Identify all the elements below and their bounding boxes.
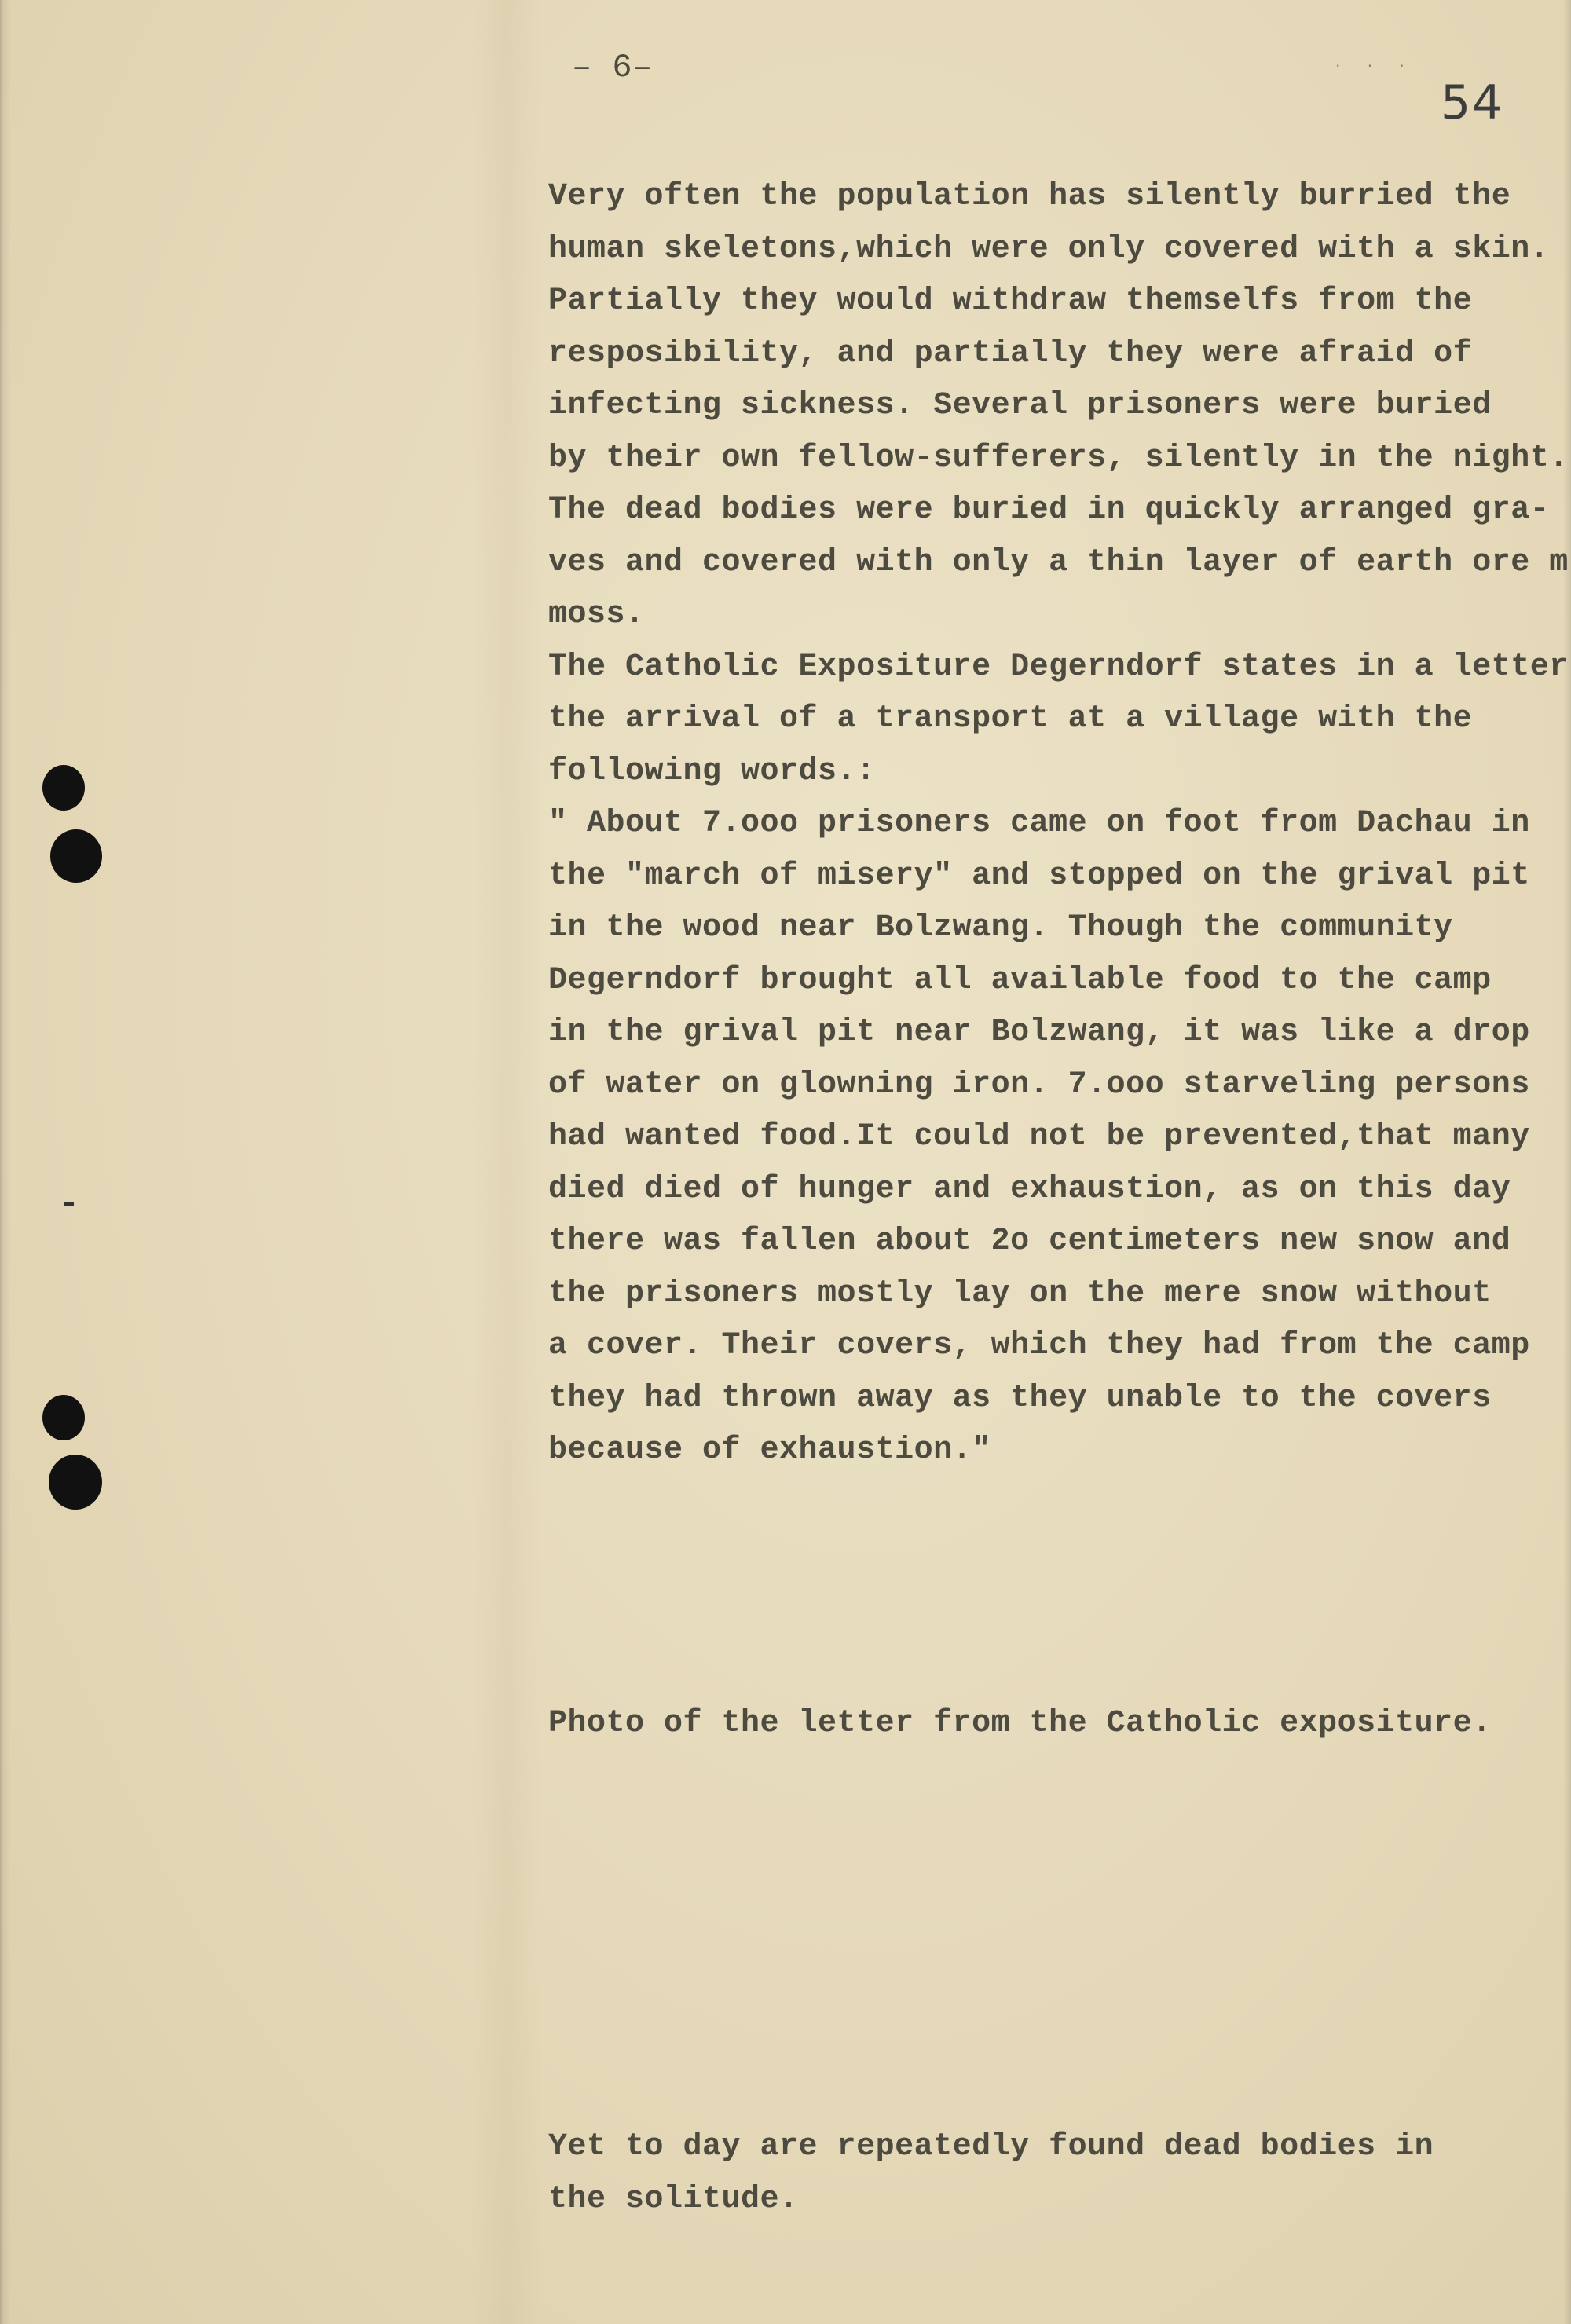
closing-line: Yet to day are repeatedly found dead bodies in — [548, 2129, 1434, 2165]
closing-line: the solitude. — [548, 2182, 799, 2217]
quote-line: in the wood near Bolzwang. Though the community — [548, 910, 1453, 946]
photo-caption: Photo of the letter from the Catholic expositure. — [548, 1706, 1492, 1741]
quote-line: in the grival pit near Bolzwang, it was like a drop — [548, 1015, 1530, 1050]
punch-hole — [42, 1395, 85, 1440]
quote-line: the prisoners mostly lay on the mere snow without — [548, 1275, 1492, 1312]
body-line: ves and covered with only a thin layer of earth ore m — [548, 544, 1569, 580]
quote-line: died died of hunger and exhaustion, as on this day — [548, 1171, 1511, 1207]
page-marker: – 6– — [572, 49, 653, 86]
body-line: resposibility, and partially they were afraid of — [548, 335, 1473, 371]
closing-text — [548, 2121, 1434, 2226]
quote-line: a cover. Their covers, which they had from the camp — [548, 1328, 1530, 1363]
page-number: 54 — [1441, 75, 1504, 130]
body-line: The Catholic Expositure Degerndorf states in a letter — [548, 649, 1569, 685]
quote-line: of water on glowning iron. 7.ooo starveling persons — [548, 1067, 1530, 1103]
margin-mark — [64, 1202, 74, 1206]
quote-line: because of exhaustion." — [548, 1433, 991, 1468]
margin-dots: · · · — [1335, 57, 1415, 75]
quote-line: they had thrown away as they unable to the covers — [548, 1380, 1492, 1416]
body-line: infecting sickness. Several prisoners were buried — [548, 388, 1492, 423]
body-line: human skeletons,which were only covered with a skin. — [548, 231, 1550, 267]
quote-line: the "march of misery" and stopped on the grival pit — [548, 858, 1530, 894]
body-line: Very often the population has silently burried the — [548, 179, 1511, 214]
quote-line: " About 7.ooo prisoners came on foot from Dachau in — [548, 806, 1530, 841]
body-text — [548, 171, 1569, 1477]
punch-hole — [50, 829, 102, 883]
quote-line: Degerndorf brought all available food to the camp — [548, 962, 1492, 998]
body-line: by their own fellow-sufferers, silently in the night. — [548, 440, 1569, 476]
body-line: moss. — [548, 597, 645, 632]
punch-hole — [42, 765, 85, 811]
body-line: the arrival of a transport at a village with the — [548, 701, 1473, 737]
quote-line: had wanted food.It could not be prevented,that many — [548, 1119, 1530, 1155]
body-line: The dead bodies were buried in quickly arranged gra- — [548, 492, 1550, 528]
body-line: following words.: — [548, 753, 876, 789]
body-line: Partially they would withdraw themselfs from the — [548, 284, 1473, 319]
quote-line: there was fallen about 2o centimeters new snow and — [548, 1224, 1511, 1259]
paper-fold-shading — [471, 0, 542, 2324]
punch-hole — [49, 1455, 102, 1510]
